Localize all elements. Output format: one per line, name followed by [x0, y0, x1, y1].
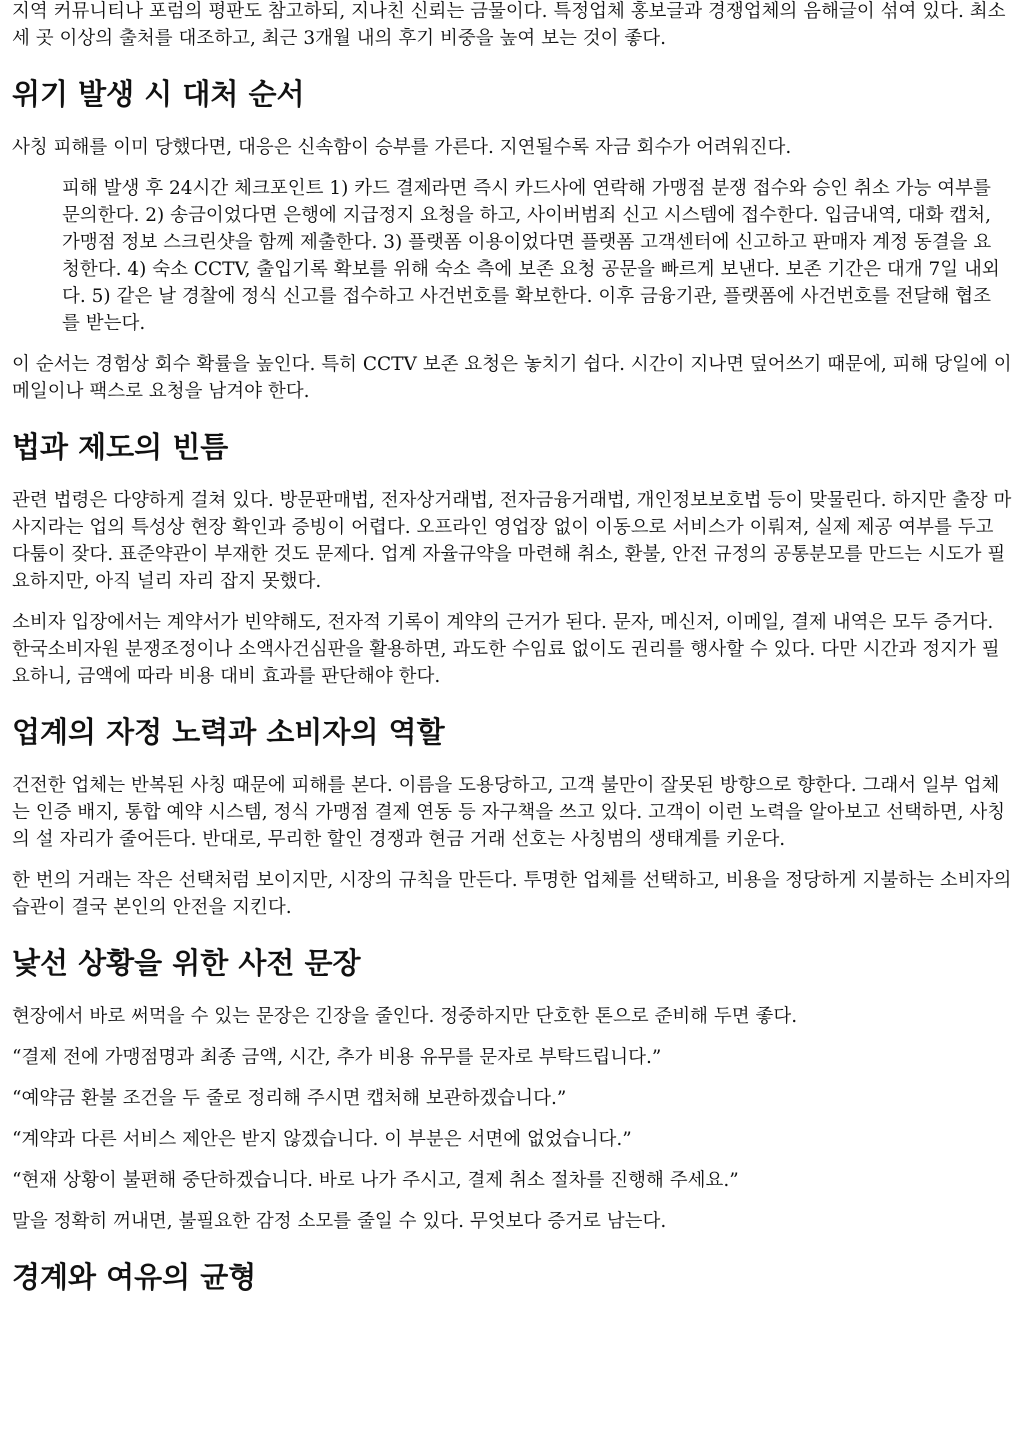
article-body	[12, 0, 1012, 1317]
industry-paragraph-1: 건전한 업체는 반복된 사칭 때문에 피해를 본다. 이름을 도용당하고, 고객 불만이 잘못된 방향으로 향한다. 그래서 일부 업체는 인증 배지, 통합 예약 시스템, 정식 가맹점 결제 연동 등 자구책을 쓰고 있다. 고객이 이런 노력을 알아보고 선택하면, 사칭의 설 자리가 줄어든다. 반대로, 무리한 할인 경쟁과 현금 거래 선호는 사칭범의 생태계를 키운다.	[12, 775, 1006, 850]
section-heading-prepared-phrases: 낯선 상황을 위한 사전 문장	[12, 946, 361, 980]
industry-paragraph-2: 한 번의 거래는 작은 선택처럼 보이지만, 시장의 규칙을 만든다. 투명한 업체를 선택하고, 비용을 정당하게 지불하는 소비자의 습관이 결국 본인의 안전을 지킨다.	[12, 870, 1012, 918]
phrases-intro-paragraph: 현장에서 바로 써먹을 수 있는 문장은 긴장을 줄인다. 정중하지만 단호한 톤으로 준비해 두면 좋다.	[12, 1006, 798, 1027]
checklist-text: 피해 발생 후 24시간 체크포인트 1) 카드 결제라면 즉시 카드사에 연락해 가맹점 분쟁 접수와 승인 취소 가능 여부를 문의한다. 2) 송금이었다면 은행에 지급정지 요청을 하고, 사이버범죄 신고 시스템에 접수한다. 입금내역, 대화 캡처, 가맹점 정보 스크린샷을 함께 제출한다. 3) 플랫폼 이용이었다면 플랫폼 고객센터에 신고하고 판매자 계정 동결을 요청한다. 4) 숙소 CCTV, 출입기록 확보를 위해 숙소 측에 보존 요청 공문을 빠르게 보낸다. 보존 기간은 대개 7일 내외다. 5) 같은 날 경찰에 정식 신고를 접수하고 사건번호를 확보한다. 이후 금융기관, 플랫폼에 사건번호를 전달해 협조를 받는다.	[62, 178, 1000, 334]
crisis-intro-paragraph: 사칭 피해를 이미 당했다면, 대응은 신속함이 승부를 가른다. 지연될수록 자금 회수가 어려워진다.	[12, 137, 792, 158]
phrase-quote-4: “현재 상황이 불편해 중단하겠습니다. 바로 나가 주시고, 결제 취소 절차를 진행해 주세요.”	[12, 1170, 739, 1191]
checklist-blockquote	[62, 175, 1008, 337]
legal-paragraph-2: 소비자 입장에서는 계약서가 빈약해도, 전자적 기록이 계약의 근거가 된다. 문자, 메신저, 이메일, 결제 내역은 모두 증거다. 한국소비자원 분쟁조정이나 소액사건심판을 활용하면, 과도한 수임료 없이도 권리를 행사할 수 있다. 다만 시간과 정지가 필요하니, 금액에 따라 비용 대비 효과를 판단해야 한다.	[12, 612, 1000, 687]
legal-paragraph-1: 관련 법령은 다양하게 걸쳐 있다. 방문판매법, 전자상거래법, 전자금융거래법, 개인정보보호법 등이 맞물린다. 하지만 출장 마사지라는 업의 특성상 현장 확인과 증빙이 어렵다. 오프라인 영업장 없이 이동으로 서비스가 이뤄져, 실제 제공 여부를 두고 다툼이 잦다. 표준약관이 부재한 것도 문제다. 업계 자율규약을 마련해 취소, 환불, 안전 규정의 공통분모를 만드는 시도가 필요하지만, 아직 널리 자리 잡지 못했다.	[12, 490, 1012, 592]
section-heading-balance: 경계와 여유의 균형	[12, 1260, 257, 1294]
phrase-quote-1: “결제 전에 가맹점명과 최종 금액, 시간, 추가 비용 유무를 문자로 부탁드립니다.”	[12, 1047, 662, 1068]
section-heading-industry-role: 업계의 자정 노력과 소비자의 역할	[12, 715, 445, 749]
phrase-quote-2: “예약금 환불 조건을 두 줄로 정리해 주시면 캡처해 보관하겠습니다.”	[12, 1088, 567, 1109]
intro-paragraph: 지역 커뮤니티나 포럼의 평판도 참고하되, 지나친 신뢰는 금물이다. 특정업체 홍보글과 경쟁업체의 음해글이 섞여 있다. 최소 세 곳 이상의 출처를 대조하고, 최근 3개월 내의 후기 비중을 높여 보는 것이 좋다.	[12, 1, 1006, 49]
phrases-closing-paragraph: 말을 정확히 꺼내면, 불필요한 감정 소모를 줄일 수 있다. 무엇보다 증거로 남는다.	[12, 1211, 667, 1232]
crisis-followup-paragraph: 이 순서는 경험상 회수 확률을 높인다. 특히 CCTV 보존 요청은 놓치기 쉽다. 시간이 지나면 덮어쓰기 때문에, 피해 당일에 이메일이나 팩스로 요청을 남겨야 한다.	[12, 354, 1012, 402]
section-heading-legal-gaps: 법과 제도의 빈틈	[12, 430, 229, 464]
section-heading-crisis-response: 위기 발생 시 대처 순서	[12, 77, 305, 111]
phrase-quote-3: “계약과 다른 서비스 제안은 받지 않겠습니다. 이 부분은 서면에 없었습니다.”	[12, 1129, 632, 1150]
